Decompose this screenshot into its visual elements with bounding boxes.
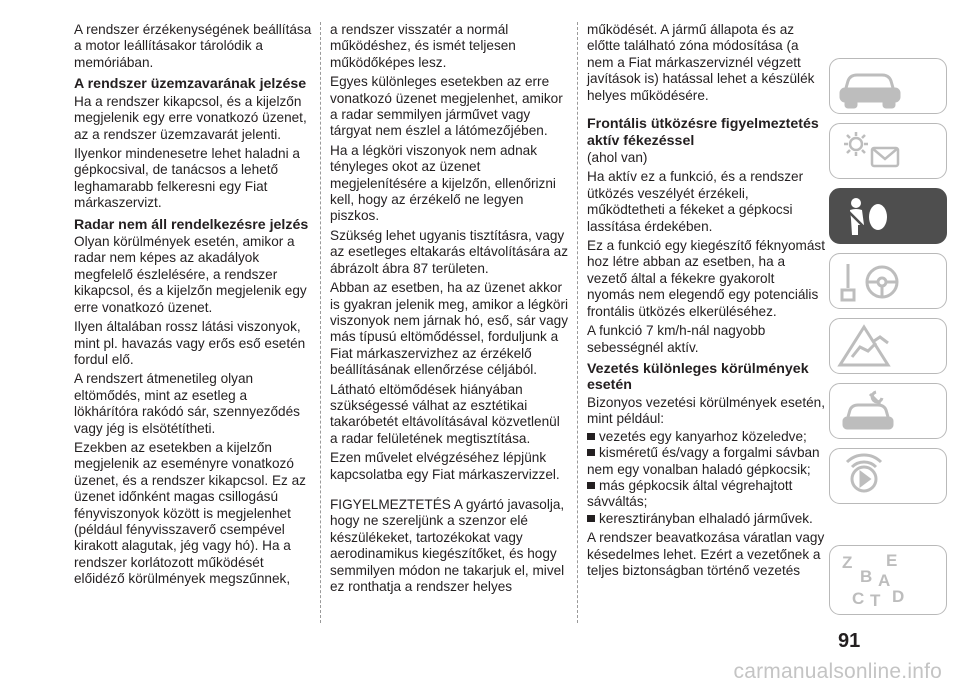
page-number: 91 <box>838 630 861 652</box>
chapter-tab-emergency[interactable] <box>829 318 947 374</box>
section-heading: Radar nem áll rendelkezésre jelzés <box>74 216 309 233</box>
list-item: keresztirányban elhaladó járművek. <box>587 511 825 527</box>
warning-paragraph: FIGYELMEZTETÉS A gyártó javasolja, hogy ne szereljünk a szenzor elé készülékeket, tartozékokat vagy aerodinamikus kiegészítőket, és hogy semmilyen módon ne takarjuk el, mivel ez ronthatja a rendszer helyes <box>330 496 565 594</box>
paragraph: Ilyen általában rossz látási viszonyok, mint pl. havazás vagy erős eső esetén fordul elő. <box>74 319 306 367</box>
chapter-tab-safety[interactable] <box>829 188 947 244</box>
multimedia-icon <box>830 449 946 503</box>
section-heading: Frontális ütközésre figyelmeztetés aktív fékezéssel <box>587 116 819 149</box>
paragraph: Szükség lehet ugyanis tisztításra, vagy az esetleges eltakarás eltávolítására az ábrázolt ábra 87 területen. <box>330 227 569 276</box>
index-letter: C <box>852 589 865 608</box>
paragraph: A rendszer beavatkozása váratlan vagy késedelmes lehet. Ezért a vezetőnek a teljes biztonságban történő vezetés <box>587 530 825 578</box>
paragraph: Ezen művelet elvégzéséhez lépjünk kapcsolatba egy Fiat márkaszervizzel. <box>330 450 560 482</box>
watermark: carmanualsonline.info <box>733 660 942 683</box>
paragraph: a rendszer visszatér a normál működéshez, és ismét teljesen működőképes lesz. <box>330 22 516 70</box>
index-letter: D <box>892 587 905 606</box>
index-letters-icon <box>830 546 946 614</box>
wrench-car-icon <box>830 384 946 438</box>
list-item: más gépkocsik által végrehajtott sávváltás; <box>587 477 793 510</box>
bullet-icon <box>587 482 595 489</box>
paragraph: A rendszert átmenetileg olyan eltömődés, mint az esetleg a lökhárítóra rakódó sár, szennyeződés vagy jég is elsötétítheti. <box>74 371 300 436</box>
paragraph: Bizonyos vezetési körülmények esetén, mint például: <box>587 394 826 427</box>
heading-note: (ahol van) <box>587 150 648 166</box>
footer <box>0 660 960 683</box>
chapter-tab-index[interactable] <box>829 545 947 615</box>
paragraph: Ha a légköri viszonyok nem adnak tényleges okot az üzenet megjelenítésére a kijelzőn, ellenőrizni kell, hogy az érzékelő ne legyen piszkos. <box>330 142 556 224</box>
section-heading: A rendszer üzemzavarának jelzése <box>74 76 307 93</box>
list-item: vezetés egy kanyarhoz közeledve; <box>587 429 825 445</box>
bullet-list <box>587 429 825 527</box>
text-column-1 <box>74 22 312 591</box>
car-icon <box>830 59 946 113</box>
column-divider <box>577 22 578 623</box>
list-item: kisméretű és/vagy a forgalmi sávban nem egy vonalban haladó gépkocsik; <box>587 445 820 477</box>
paragraph: A funkció 7 km/h-nál nagyobb sebességnél aktív. <box>587 323 766 355</box>
index-letter: A <box>878 571 891 590</box>
index-letter: B <box>860 567 873 586</box>
chapter-tab-dashboard[interactable] <box>829 123 947 179</box>
chapter-tab-vehicle[interactable] <box>829 58 947 114</box>
paragraph: Ha aktív ez a funkció, és a rendszer ütközés veszélyét érzékeli, működtetheti a fékeket a gépkocsi lassítása érdekében. <box>587 169 804 234</box>
paragraph: Ezekben az esetekben a kijelzőn megjelenik az eseményre vonatkozó üzenet, és a rendszer kikapcsol. Ez az üzenet időnként magas csillogású fényviszonyok között is megjelenhet (például fényvisszaverő csempével kirakott alagutak, jég vagy hó). Ha a rendszer korlátozott működését előidéző körülmények megszűnnek, <box>74 439 306 587</box>
section-heading: Vezetés különleges körülmények esetén <box>587 360 809 394</box>
index-letter: T <box>870 591 881 610</box>
bullet-icon <box>587 449 595 456</box>
paragraph: Ilyenkor mindenesetre lehet haladni a gépkocsival, de tanácsos a lehető leghamarabb felkeresni egy Fiat márkaszervizt. <box>74 145 300 211</box>
chapter-tab-multimedia[interactable] <box>829 448 947 504</box>
dashboard-lights-icon <box>830 124 946 178</box>
paragraph: Ha a rendszer kikapcsol, és a kijelzőn megjelenik egy erre vonatkozó üzenet, az a rendszer üzemzavarát jelenti. <box>74 93 307 142</box>
index-letter: Z <box>842 553 853 572</box>
paragraph: A rendszer érzékenységének beállítása a motor leállításakor tárolódik a memóriában. <box>74 22 312 70</box>
seatbelt-airbag-icon <box>830 189 946 243</box>
paragraph: Látható eltömődések hiányában szükségessé válhat az esztétikai takaróbetét eltávolításával közvetlenül a radar felületének megtisztítása. <box>330 381 560 446</box>
index-letter: E <box>886 551 898 570</box>
column-divider <box>320 22 321 623</box>
paragraph: működését. A jármű állapota és az előtte található zóna módosítása (a nem a Fiat márkaszerviznél végzett javítások is) hatással lehet a készülék helyes működésére. <box>587 22 815 103</box>
paragraph: Olyan körülmények esetén, amikor a radar nem képes az akadályok megfelelő észlelésére, a rendszer kikapcsol, és a kijelzőn megjelenik egy erre vonatkozó üzenet. <box>74 234 307 315</box>
paragraph: Egyes különleges esetekben az erre vonatkozó üzenet megjelenhet, amikor a radar semmilyen járművet vagy tárgyat nem észlel a látómezőjében. <box>330 74 563 139</box>
chapter-tab-starting[interactable] <box>829 253 947 309</box>
key-steering-icon <box>830 254 946 308</box>
text-column-3 <box>587 22 825 582</box>
chapter-tab-maintenance[interactable] <box>829 383 947 439</box>
warning-triangle-icon <box>830 319 946 373</box>
bullet-icon <box>587 515 595 522</box>
paragraph: Abban az esetben, ha az üzenet akkor is gyakran jelenik meg, amikor a légköri viszonyok nem járnak hó, eső, sár vagy más típusú eltömődéssel, forduljunk a Fiat márkaszervizhez az érzékelő beállításának ellenőrzése céljából. <box>330 280 569 378</box>
bullet-icon <box>587 433 595 440</box>
paragraph: Ez a funkció egy kiegészítő féknyomást hoz létre abban az esetben, ha a vezető által a fékekre gyakorolt nyomás nem elegendő egy potenciális frontális ütközés elkerüléséhez. <box>587 238 826 319</box>
text-column-2 <box>330 22 570 598</box>
